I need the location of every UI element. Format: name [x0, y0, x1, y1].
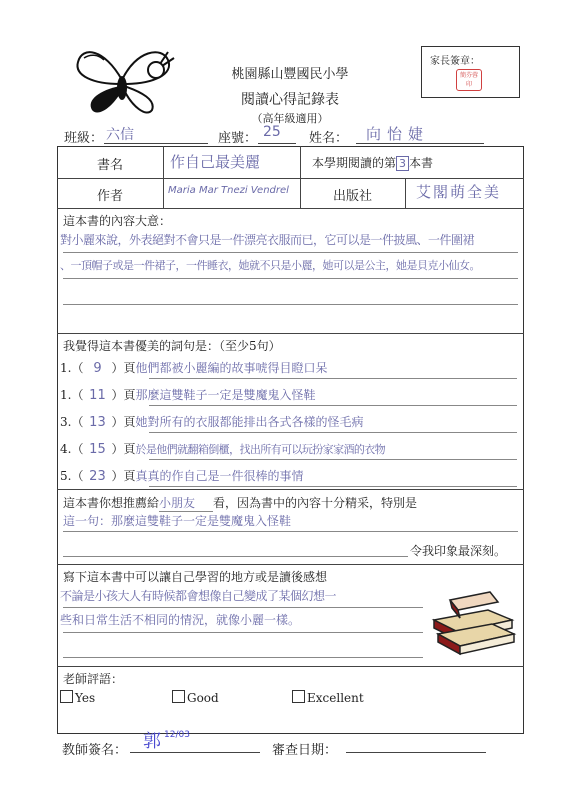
- summary-line-1: 對小麗來說，外表絕對不會只是一件漂亮衣服而已，它可以是一件披風、一件圍裙: [60, 233, 475, 247]
- summary-label: 這本書的內容大意：: [63, 214, 172, 228]
- section-divider: [57, 564, 524, 565]
- recommend-target: 小朋友: [159, 494, 213, 512]
- phrase-text: 她對所有的衣服都能排出各式各樣的怪毛病: [135, 415, 364, 429]
- name-label: 姓名：: [309, 131, 349, 146]
- reflection-label: 寫下這本書中可以讓自己學習的地方或是讀後感想: [63, 570, 328, 584]
- recommend-quote: 這一句：那麼這雙鞋子一定是雙魔鬼入怪鞋: [63, 514, 292, 528]
- recommend-row: [63, 492, 523, 512]
- section-divider: [57, 489, 524, 490]
- school-name: 桃園縣山豐國民小學: [231, 67, 349, 82]
- phrase-page: 11: [89, 388, 106, 403]
- recommend-mid: 看，因為書中的內容十分精采，特別是: [213, 496, 418, 510]
- summary-ruling: [63, 252, 518, 253]
- phrase-prefix: 1.（: [60, 361, 84, 375]
- phrase-page: 15: [89, 442, 106, 457]
- rating-checkbox[interactable]: [60, 690, 73, 703]
- teacher-comment-label: 老師評語：: [63, 672, 124, 686]
- phrase-text: 於是他們就翻箱倒櫃，找出所有可以玩扮家家酒的衣物: [135, 443, 386, 456]
- publisher-value: 艾閣萌全美: [416, 183, 502, 201]
- phrase-text: 他們都被小麗編的故事唬得目瞪口呆: [135, 361, 328, 375]
- phrase-page: 13: [89, 415, 106, 430]
- review-date-underline: [346, 752, 486, 753]
- teacher-sign-date: 12/03: [164, 730, 190, 740]
- class-value: 六信: [106, 127, 134, 143]
- phrase-underline: [149, 432, 517, 433]
- teacher-sign-value: 郭: [143, 731, 161, 752]
- recommend-underline: [63, 531, 518, 532]
- book-title-value: 作自己最美麗: [170, 153, 261, 171]
- phrase-row: [60, 357, 520, 379]
- parent-signature-box: [421, 46, 520, 98]
- rating-option-excellent[interactable]: [292, 690, 364, 705]
- seat-underline: [258, 143, 296, 144]
- phrase-underline: [149, 459, 517, 460]
- phrase-mid: ）頁: [111, 469, 136, 483]
- book-count-suffix: 本書: [409, 156, 434, 170]
- teacher-sign-underline: [130, 752, 260, 753]
- col-divider: [163, 146, 164, 208]
- section-divider: [57, 666, 524, 667]
- phrase-mid: ）頁: [111, 361, 136, 375]
- phrase-mid: ）頁: [111, 415, 136, 429]
- reflection-ruling: [63, 632, 423, 633]
- phrase-row: [60, 411, 520, 433]
- phrase-prefix: 1.（: [60, 388, 84, 402]
- recommend-underline: [63, 556, 408, 557]
- author-label: 作者: [96, 189, 123, 204]
- author-value: Maria Mar Tnezi Vendrel: [168, 185, 289, 196]
- seat-value: 25: [263, 124, 281, 140]
- name-underline: [356, 143, 484, 144]
- publisher-label: 出版社: [332, 189, 372, 204]
- recommend-prefix: 這本書你想推薦給: [63, 496, 160, 510]
- phrase-prefix: 5.（: [60, 469, 84, 483]
- parent-signature-label: 家長簽章：: [430, 56, 480, 67]
- book-count-prefix: 本學期閱讀的第: [312, 156, 397, 170]
- reflection-ruling: [63, 657, 423, 658]
- phrase-text: 真真的作自己是一件很棒的事情: [135, 469, 304, 483]
- parent-seal-text: 簡芬蓉印: [459, 72, 478, 88]
- phrase-page: 23: [89, 469, 106, 484]
- section-divider: [57, 333, 524, 334]
- reflection-line-1: 不論是小孩大人有時候都會想像自己變成了某個幻想一: [60, 589, 337, 603]
- name-value: 向怡婕: [366, 125, 430, 143]
- summary-line-2: 、一頂帽子或是一件裙子，一件睡衣，她就不只是小麗，她可以是公主，她是貝克小仙女。: [60, 259, 480, 272]
- reflection-line-2: 些和日常生活不相同的情況，就像小麗一樣。: [60, 613, 301, 627]
- seat-label: 座號：: [218, 131, 258, 146]
- phrase-mid: ）頁: [111, 388, 136, 402]
- book-count: [312, 154, 433, 171]
- parent-seal: [456, 69, 482, 91]
- phrases-label: 我覺得這本書優美的詞句是：（至少5句）: [63, 339, 281, 353]
- reflection-ruling: [63, 607, 423, 608]
- rating-label: Yes: [75, 691, 96, 705]
- rating-option-good[interactable]: [172, 690, 219, 705]
- row-divider: [57, 178, 524, 179]
- rating-label: Good: [187, 691, 219, 705]
- butterfly-illustration-icon: [64, 40, 184, 118]
- phrase-underline: [149, 486, 517, 487]
- phrase-row: [60, 465, 520, 487]
- row-divider: [57, 208, 524, 209]
- phrase-underline: [149, 405, 517, 406]
- books-stack-icon: [428, 580, 518, 660]
- book-title-label: 書名: [96, 158, 123, 173]
- phrase-text: 那麼這雙鞋子一定是雙魔鬼入怪鞋: [135, 388, 316, 402]
- phrase-prefix: 3.（: [60, 415, 84, 429]
- rating-label: Excellent: [307, 691, 364, 705]
- class-underline: [104, 143, 208, 144]
- phrase-prefix: 4.（: [60, 442, 84, 456]
- rating-checkbox[interactable]: [172, 690, 185, 703]
- recommend-suffix: 令我印象最深刻。: [410, 544, 507, 558]
- phrase-mid: ）頁: [111, 442, 136, 456]
- rating-checkbox[interactable]: [292, 690, 305, 703]
- form-title: 閱讀心得記錄表: [241, 92, 339, 108]
- form-subtitle: （高年級適用）: [251, 112, 329, 125]
- book-count-value: 3: [396, 156, 409, 171]
- phrase-page: 9: [93, 361, 102, 376]
- summary-ruling: [63, 278, 518, 279]
- summary-ruling: [63, 304, 518, 305]
- rating-option-yes[interactable]: [60, 690, 95, 705]
- teacher-sign-label: 教師簽名：: [62, 743, 128, 758]
- col-divider: [405, 178, 406, 208]
- phrase-row: [60, 384, 520, 406]
- phrase-row: [60, 438, 522, 460]
- phrase-underline: [149, 378, 517, 379]
- class-label: 班級：: [64, 131, 104, 146]
- review-date-label: 審查日期：: [272, 743, 338, 758]
